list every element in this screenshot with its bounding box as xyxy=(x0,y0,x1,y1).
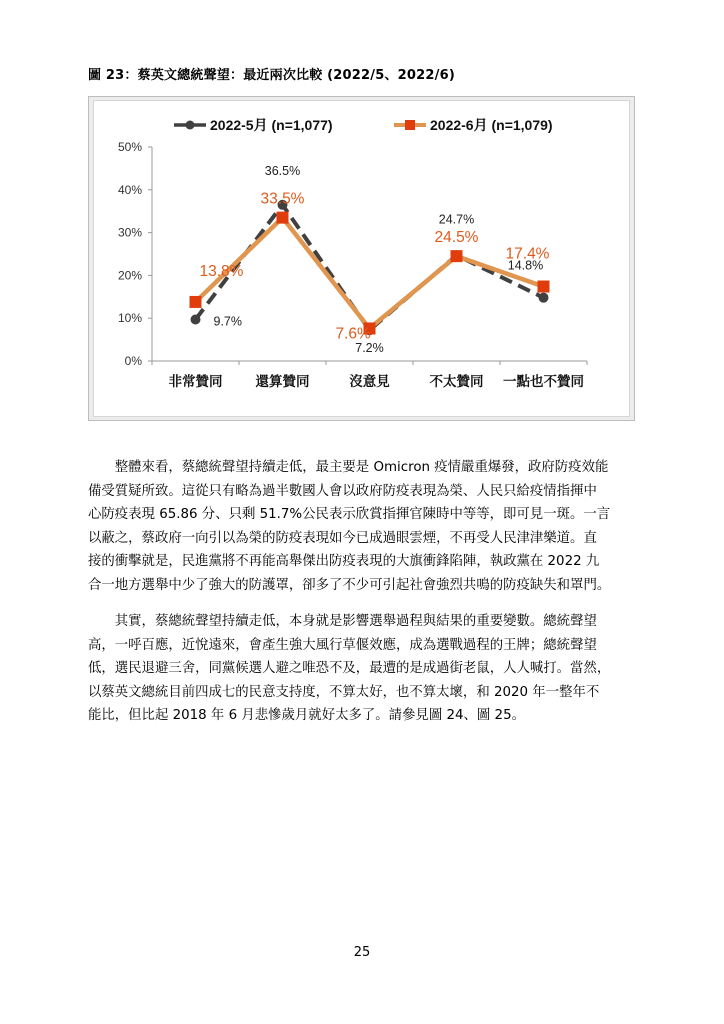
data-label-june: 33.5% xyxy=(260,190,305,208)
legend-marker-june xyxy=(405,120,415,130)
legend-label-may: 2022-5月 (n=1,077) xyxy=(210,117,333,133)
data-label-june: 7.6% xyxy=(335,325,371,343)
data-label-may: 24.7% xyxy=(438,212,475,227)
x-tick-label: 一點也不贊同 xyxy=(503,374,584,389)
paragraph-2 xyxy=(88,610,638,728)
legend-label-june: 2022-6月 (n=1,079) xyxy=(430,117,553,133)
paragraph-line: 其實，蔡總統聲望持續走低，本身就是影響選舉過程與結果的重要變數。總統聲望 xyxy=(88,614,597,629)
paragraph-line: 合一地方選舉中少了強大的防護罩，卻多了不少可引起社會強烈共鳴的防疫缺失和罩門。 xyxy=(88,577,611,593)
paragraph-line: 整體來看，蔡總統聲望持續走低，最主要是 Omicron 疫情嚴重爆發，政府防疫效能 xyxy=(88,460,609,475)
paragraph-1 xyxy=(88,456,638,597)
data-label-may: 14.8% xyxy=(507,258,544,273)
data-point-june xyxy=(451,250,463,262)
paragraph-line: 以蔡英文總統目前四成七的民意支持度，不算太好，也不算太壞，和 2020 年一整年不 xyxy=(88,684,600,700)
x-tick-label: 非常贊同 xyxy=(168,374,223,389)
data-point-may xyxy=(191,314,201,324)
data-label-june: 13.8% xyxy=(199,262,244,280)
y-tick-label: 40% xyxy=(117,182,142,197)
x-tick-label: 還算贊同 xyxy=(255,374,310,389)
data-point-june xyxy=(190,296,202,308)
paragraph-line: 能比，但比起 2018 年 6 月悲慘歲月就好太多了。請參見圖 24、圖 25。 xyxy=(88,708,525,723)
data-label-may: 9.7% xyxy=(213,314,242,329)
page-number: 25 xyxy=(353,945,371,960)
data-label-may: 36.5% xyxy=(264,163,301,178)
x-tick-label: 沒意見 xyxy=(349,374,390,389)
chart-frame xyxy=(88,96,635,421)
y-tick-label: 30% xyxy=(117,225,142,240)
data-point-june xyxy=(277,212,289,224)
y-tick-label: 10% xyxy=(117,311,142,326)
paragraph-line: 接的衝擊就是，民進黨將不再能高舉傑出防疫表現的大旗衝鋒陷陣，執政黨在 2022 九 xyxy=(88,554,600,569)
chart-area xyxy=(93,100,630,417)
y-tick-label: 0% xyxy=(124,354,142,368)
line-chart xyxy=(94,101,631,418)
paragraph-line: 備受質疑所致。這從只有略為過半數國人會以政府防疫表現為榮、人民只給疫情指揮中 xyxy=(88,483,597,499)
data-point-june xyxy=(538,281,550,293)
legend-marker-may xyxy=(186,121,195,130)
paragraph-line: 以蔽之，蔡政府一向引以為榮的防疫表現如今已成過眼雲煙，不再受人民津津樂道。直 xyxy=(88,530,597,546)
paragraph-line: 低，選民退避三舍，同黨候選人避之唯恐不及，最遭的是成過街老鼠，人人喊打。當然， xyxy=(88,661,611,676)
y-tick-label: 20% xyxy=(117,268,142,283)
data-point-may xyxy=(539,293,549,303)
paragraph-line: 高，一呼百應，近悅遠來，會產生強大風行草偃效應，成為選戰過程的王牌；總統聲望 xyxy=(88,637,597,653)
x-tick-label: 不太贊同 xyxy=(429,374,484,389)
data-label-may: 7.2% xyxy=(355,341,384,356)
figure-caption: 圖 23：蔡英文總統聲望：最近兩次比較 (2022/5、2022/6) xyxy=(88,68,455,83)
paragraph-line: 心防疫表現 65.86 分、只剩 51.7%公民表示欣賞指揮官陳時中等等，即可見一斑。一言 xyxy=(88,507,611,522)
y-tick-label: 50% xyxy=(117,140,142,154)
data-label-june: 17.4% xyxy=(505,245,550,263)
data-label-june: 24.5% xyxy=(434,229,479,247)
